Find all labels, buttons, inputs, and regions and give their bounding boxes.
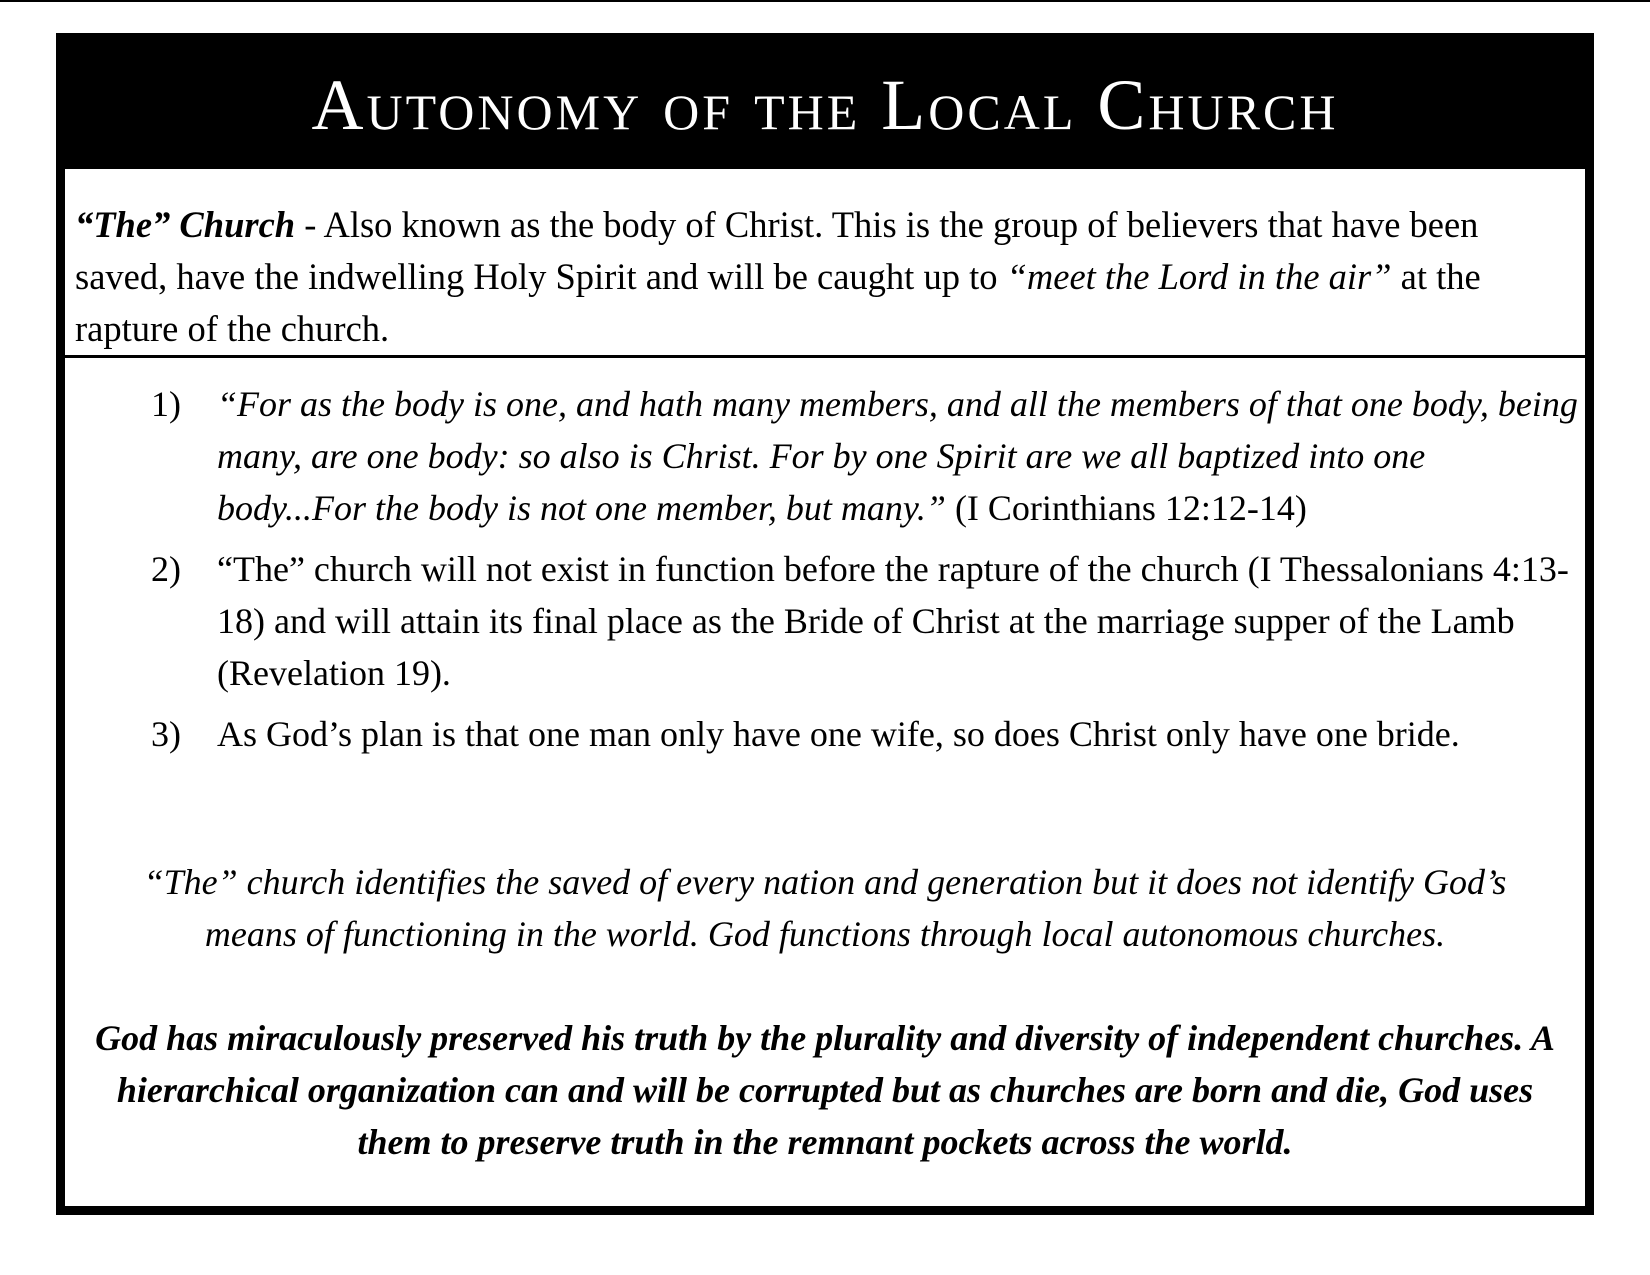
definition-text: - Also known as the body of Christ. This is the group of believers that have been saved, have the indwelling Holy Spirit and will be caught up to [75,204,1479,297]
list-item-text: As God’s plan is that one man only have one wife, so does Christ only have one bride. [217,714,1460,754]
definition-text-end: at the rapture of the church. [75,256,1481,349]
list-item-number: 1) [151,384,181,424]
list-item-text: “The” church will not exist in function before the rapture of the church (I Thessalonians 4:13-18) and will attain its final place as the Bride of Christ at the marriage supper of the Lamb (Revelation 19). [217,549,1569,693]
bold-note: God has miraculously preserved his truth by the plurality and diversity of independent churches. A hierarchical organization can and will be corrupted but as churches are born and die, God uses them to preserve truth in the remnant pockets across the world. [95,1018,1555,1162]
definition-term: “The” Church [75,204,296,245]
list-item-number: 3) [151,714,181,754]
list-item [151,543,1581,699]
top-divider [0,0,1650,2]
list-item [151,378,1581,534]
definition-box [65,169,1585,358]
scripture-quote: “For as the body is one, and hath many members, and all the members of that one body, being many, are one body: so also is Christ. For by one Spirit are we all baptized into one body...For the body is not one member, but many.” [217,384,1578,528]
document-frame [56,33,1594,1215]
italic-note: “The” church identifies the saved of every nation and generation but it does not identify God’s means of functioning in the world. God functions through local autonomous churches. [143,862,1507,954]
list-item-number: 2) [151,549,181,589]
points-list [151,378,1581,769]
definition-quote: “meet the Lord in the air” [1006,256,1392,297]
scripture-reference: (I Corinthians 12:12-14) [945,488,1307,528]
page-title: Autonomy of the Local Church [311,65,1339,145]
title-bar [65,42,1585,169]
list-item [151,708,1581,760]
